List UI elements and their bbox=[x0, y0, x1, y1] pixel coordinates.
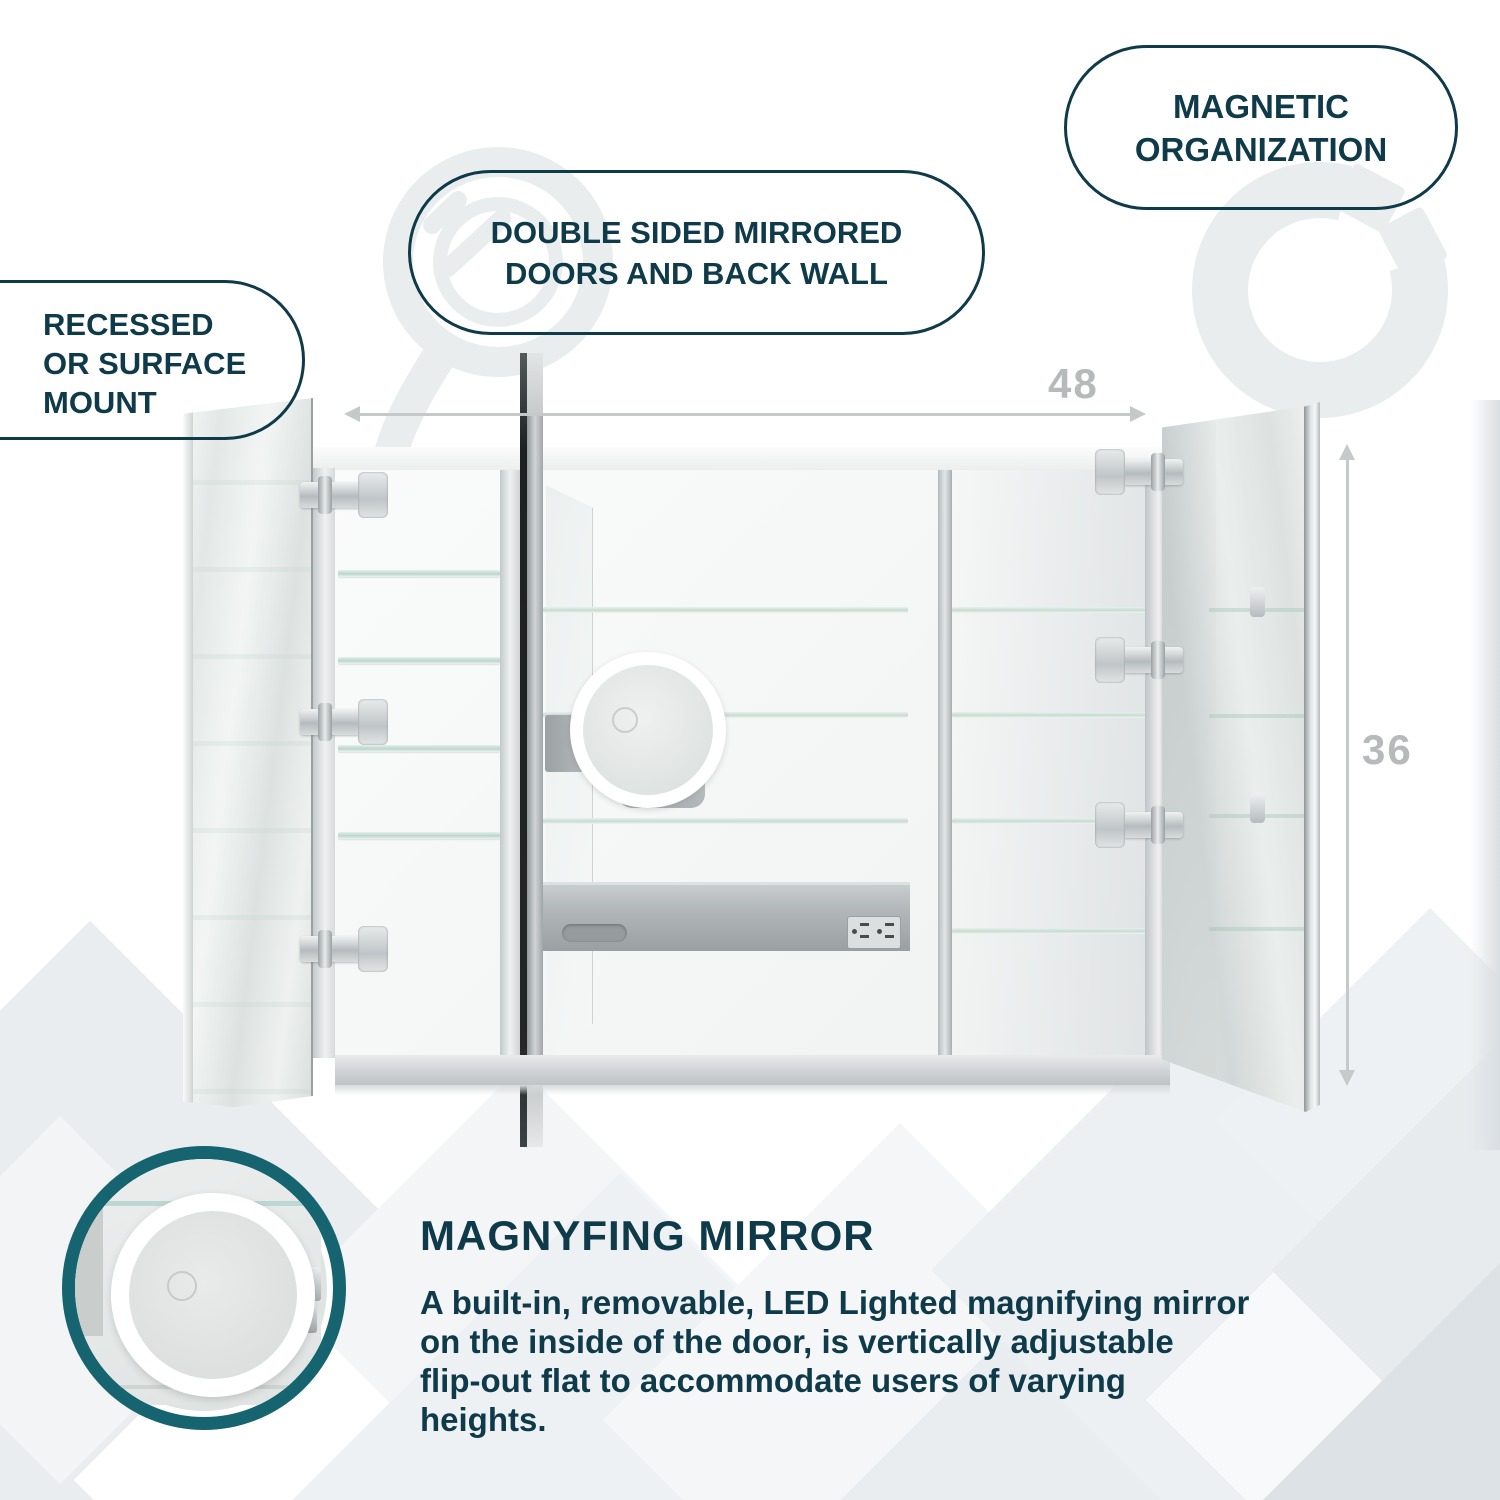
arrowhead-down bbox=[1339, 1070, 1355, 1086]
hinge-knuckle bbox=[318, 930, 332, 968]
left-door-open bbox=[183, 398, 313, 1113]
callout-recessed-or-surface-mount bbox=[0, 280, 305, 440]
glass-shelf bbox=[543, 607, 908, 613]
glass-shelf bbox=[952, 928, 1145, 934]
door-hinge bbox=[1095, 449, 1183, 495]
glass-shelf bbox=[338, 657, 500, 664]
door-cap-top bbox=[527, 353, 543, 413]
detail-touch-sensor bbox=[167, 1271, 197, 1301]
callout-text bbox=[1135, 85, 1387, 171]
cabinet-base bbox=[335, 1055, 1170, 1085]
hinge-plate bbox=[358, 926, 388, 972]
right-door-open bbox=[1162, 402, 1320, 1112]
door-hinge bbox=[1095, 802, 1183, 848]
hinge-plate bbox=[358, 472, 388, 518]
hinge-plate bbox=[1095, 637, 1125, 683]
width-dimension-label: 48 bbox=[1048, 360, 1099, 407]
outlet-slot bbox=[860, 935, 869, 938]
cabinet-base-lip bbox=[335, 1085, 1170, 1095]
light-bar bbox=[543, 882, 910, 951]
feature-description-line: A built-in, removable, LED Lighted magnifying mirror bbox=[420, 1284, 1250, 1321]
callout-text bbox=[43, 305, 246, 422]
height-dimension-line bbox=[1346, 458, 1349, 1072]
outlet-hole bbox=[877, 929, 882, 934]
hinge-knuckle bbox=[1151, 806, 1165, 844]
feature-description-line: flip-out flat to accommodate users of varying bbox=[420, 1362, 1126, 1399]
outlet-hole bbox=[852, 929, 857, 934]
touch-sensor bbox=[612, 707, 638, 733]
detail-mirror-face bbox=[129, 1211, 297, 1379]
outlet-slot bbox=[885, 923, 894, 926]
door-reflected-hinge bbox=[1250, 587, 1265, 617]
light-lens bbox=[562, 924, 627, 942]
center-door-edge bbox=[520, 353, 543, 1147]
arrowhead-up bbox=[1339, 444, 1355, 460]
callout-line: OR SURFACE bbox=[43, 346, 247, 381]
door-frame-edge bbox=[527, 353, 543, 1147]
hinge-knuckle bbox=[1151, 641, 1165, 679]
arrowhead-right bbox=[1130, 406, 1146, 422]
hinge-plate bbox=[358, 699, 388, 745]
glass-shelf bbox=[952, 712, 1145, 718]
hinge-plate bbox=[1095, 802, 1125, 848]
callout-line: ORGANIZATION bbox=[1134, 130, 1388, 168]
door-cap-bottom bbox=[527, 1087, 543, 1147]
callout-magnetic-organization bbox=[1064, 45, 1458, 210]
door-hinge bbox=[1095, 637, 1183, 683]
magnifier-face bbox=[583, 665, 713, 795]
magnifier-detail-photo bbox=[62, 1146, 346, 1430]
door-reflected-shelf bbox=[1209, 714, 1310, 718]
callout-double-sided-mirrored bbox=[408, 170, 985, 335]
door-hinge bbox=[300, 926, 388, 972]
width-dimension-line bbox=[358, 413, 1130, 416]
hinge-knuckle bbox=[1151, 453, 1165, 491]
right-section-shade bbox=[952, 470, 1145, 1055]
callout-line: DOUBLE SIDED MIRRORED bbox=[490, 214, 903, 250]
outlet-slot bbox=[885, 935, 894, 938]
callout-text bbox=[491, 212, 903, 294]
door-hinge bbox=[300, 472, 388, 518]
outlet-slot bbox=[860, 923, 869, 926]
door-mirror-edge bbox=[520, 353, 527, 1147]
door-reflection-lines bbox=[193, 398, 311, 1113]
height-dimension-label: 36 bbox=[1362, 726, 1413, 773]
magnifier-mirror bbox=[570, 652, 726, 808]
door-reflected-wall bbox=[1162, 402, 1216, 1112]
feature-title: MAGNYFING MIRROR bbox=[420, 1212, 875, 1259]
callout-line: RECESSED bbox=[43, 307, 214, 342]
glass-shelf bbox=[952, 607, 1145, 613]
glass-shelf bbox=[338, 745, 500, 752]
callout-line: MOUNT bbox=[43, 385, 157, 420]
feature-description-line: on the inside of the door, is vertically adjustable bbox=[420, 1323, 1174, 1360]
glass-shelf bbox=[338, 832, 500, 839]
power-outlet bbox=[847, 916, 901, 949]
door-edge-aluminum bbox=[1304, 402, 1320, 1112]
arrowhead-left bbox=[344, 406, 360, 422]
callout-line: DOORS AND BACK WALL bbox=[505, 255, 888, 291]
door-edge-highlight bbox=[183, 398, 193, 1113]
hinge-plate bbox=[1095, 449, 1125, 495]
hinge-knuckle bbox=[318, 476, 332, 514]
hinge-knuckle bbox=[318, 703, 332, 741]
feature-description-line: heights. bbox=[420, 1401, 547, 1438]
medicine-cabinet-photo bbox=[170, 350, 1330, 1160]
detail-wall bbox=[75, 1206, 103, 1336]
callout-line: MAGNETIC bbox=[1173, 87, 1349, 125]
cabinet-divider bbox=[500, 470, 520, 1055]
feature-description bbox=[420, 1283, 1249, 1439]
glass-shelf bbox=[338, 570, 500, 577]
door-reflected-hinge bbox=[1250, 793, 1265, 823]
glass-shelf bbox=[543, 818, 908, 824]
cabinet-divider bbox=[938, 470, 952, 1055]
door-hinge bbox=[300, 699, 388, 745]
door-reflected-shelf bbox=[1209, 927, 1310, 931]
